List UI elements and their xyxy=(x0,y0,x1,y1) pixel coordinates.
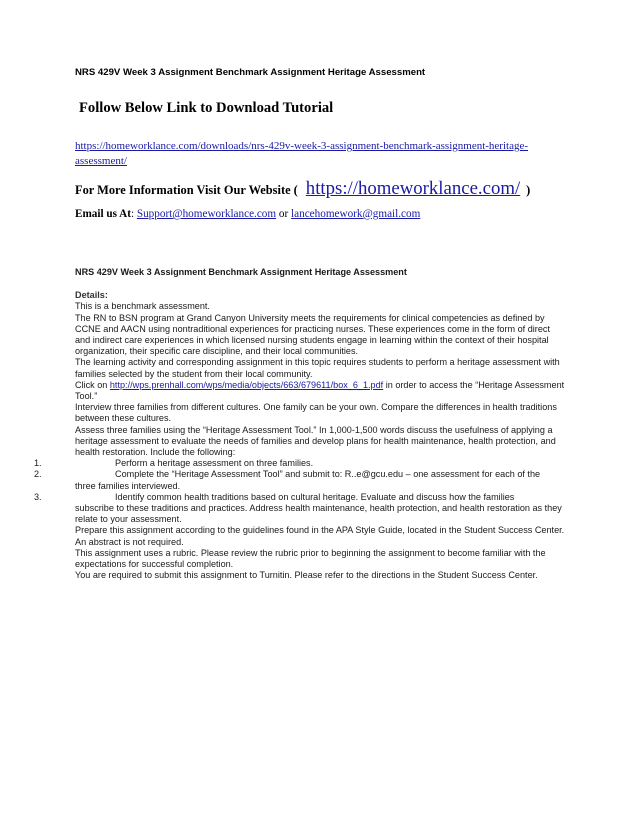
click-paragraph xyxy=(75,380,565,402)
heritage-tool-pdf-link[interactable]: http://wps.prenhall.com/wps/media/objects/663/679611/box_6_1.pdf xyxy=(109,379,384,390)
website-link[interactable]: https://homeworklance.com/ xyxy=(305,178,521,199)
email-colon: : xyxy=(130,208,135,220)
assignment-title: NRS 429V Week 3 Assignment Benchmark Assignment Heritage Assessment xyxy=(75,267,407,277)
paragraph: This is a benchmark assessment. xyxy=(75,301,210,312)
click-suffix: in order to access the “Heritage Assessment Tool.” xyxy=(75,379,565,402)
more-info-suffix: ) xyxy=(526,183,531,197)
paragraph: Interview three families from different cultures. One family can be your own. Compare the differences in health traditions between these cultures. xyxy=(75,402,557,424)
assignment-body xyxy=(34,267,565,581)
list-number: 2. xyxy=(34,469,42,480)
paragraph: This assignment uses a rubric. Please review the rubric prior to beginning the assignment to become familiar with the expectations for successful completion. xyxy=(75,547,546,570)
click-prefix: Click on xyxy=(75,379,110,390)
list-text: Perform a heritage assessment on three families. xyxy=(115,458,314,469)
paragraph: Assess three families using the “Heritage Assessment Tool.” In 1,000-1,500 words discuss the usefulness of applying a heritage assessment to evaluate the needs of families and develop plans for health maintenance, health protection, and health restoration. Include the following: xyxy=(75,424,556,458)
follow-link-heading: Follow Below Link to Download Tutorial xyxy=(79,100,334,116)
secondary-email-link[interactable]: lancehomework@gmail.com xyxy=(291,208,421,220)
email-label: Email us At xyxy=(75,208,131,220)
list-text-continued: subscribe to these traditions and practices. Address health maintenance, health protection, and health restoration as they relate to your assessment. xyxy=(75,503,562,525)
paragraph: The RN to BSN program at Grand Canyon University meets the requirements for clinical competencies as defined by CCNE and AACN using nontraditional experiences for practicing nurses. These experiences come in the form of direct and indirect care experiences in which licensed nursing students engage in learning within the context of their hospital organization, their specific care discipline, and their local communities. xyxy=(75,312,550,357)
email-or: or xyxy=(278,208,289,220)
support-email-link[interactable]: Support@homeworklance.com xyxy=(136,208,277,220)
email-line xyxy=(75,208,420,220)
paragraph: The learning activity and corresponding assignment in this topic requires students to perform a heritage assessment with families selected by the student from their local community. xyxy=(75,357,560,379)
list-text: Identify common health traditions based on cultural heritage. Evaluate and discuss how the families xyxy=(115,491,515,502)
document-heading: NRS 429V Week 3 Assignment Benchmark Assignment Heritage Assessment xyxy=(75,67,426,78)
details-label: Details: xyxy=(75,290,108,301)
list-number: 3. xyxy=(34,491,42,502)
list-item xyxy=(34,458,565,469)
more-info-prefix: For More Information Visit Our Website ( xyxy=(75,183,298,197)
more-info-line xyxy=(75,178,530,200)
paragraph: Prepare this assignment according to the guidelines found in the APA Style Guide, located in the Student Success Center. An abstract is not required. xyxy=(75,525,565,547)
list-number: 1. xyxy=(34,458,42,469)
list-item xyxy=(34,469,565,491)
list-item xyxy=(34,491,565,526)
list-text-continued: three families interviewed. xyxy=(75,480,181,491)
paragraph: You are required to submit this assignment to Turnitin. Please refer to the directions in the Student Success Center. xyxy=(75,570,538,581)
tutorial-download-link[interactable]: https://homeworklance.com/downloads/nrs-429v-week-3-assignment-benchmark-assignment-heritage-assessment/ xyxy=(75,140,529,167)
list-text: Complete the “Heritage Assessment Tool” and submit to: R..e@gcu.edu – one assessment for each of the xyxy=(115,469,541,480)
